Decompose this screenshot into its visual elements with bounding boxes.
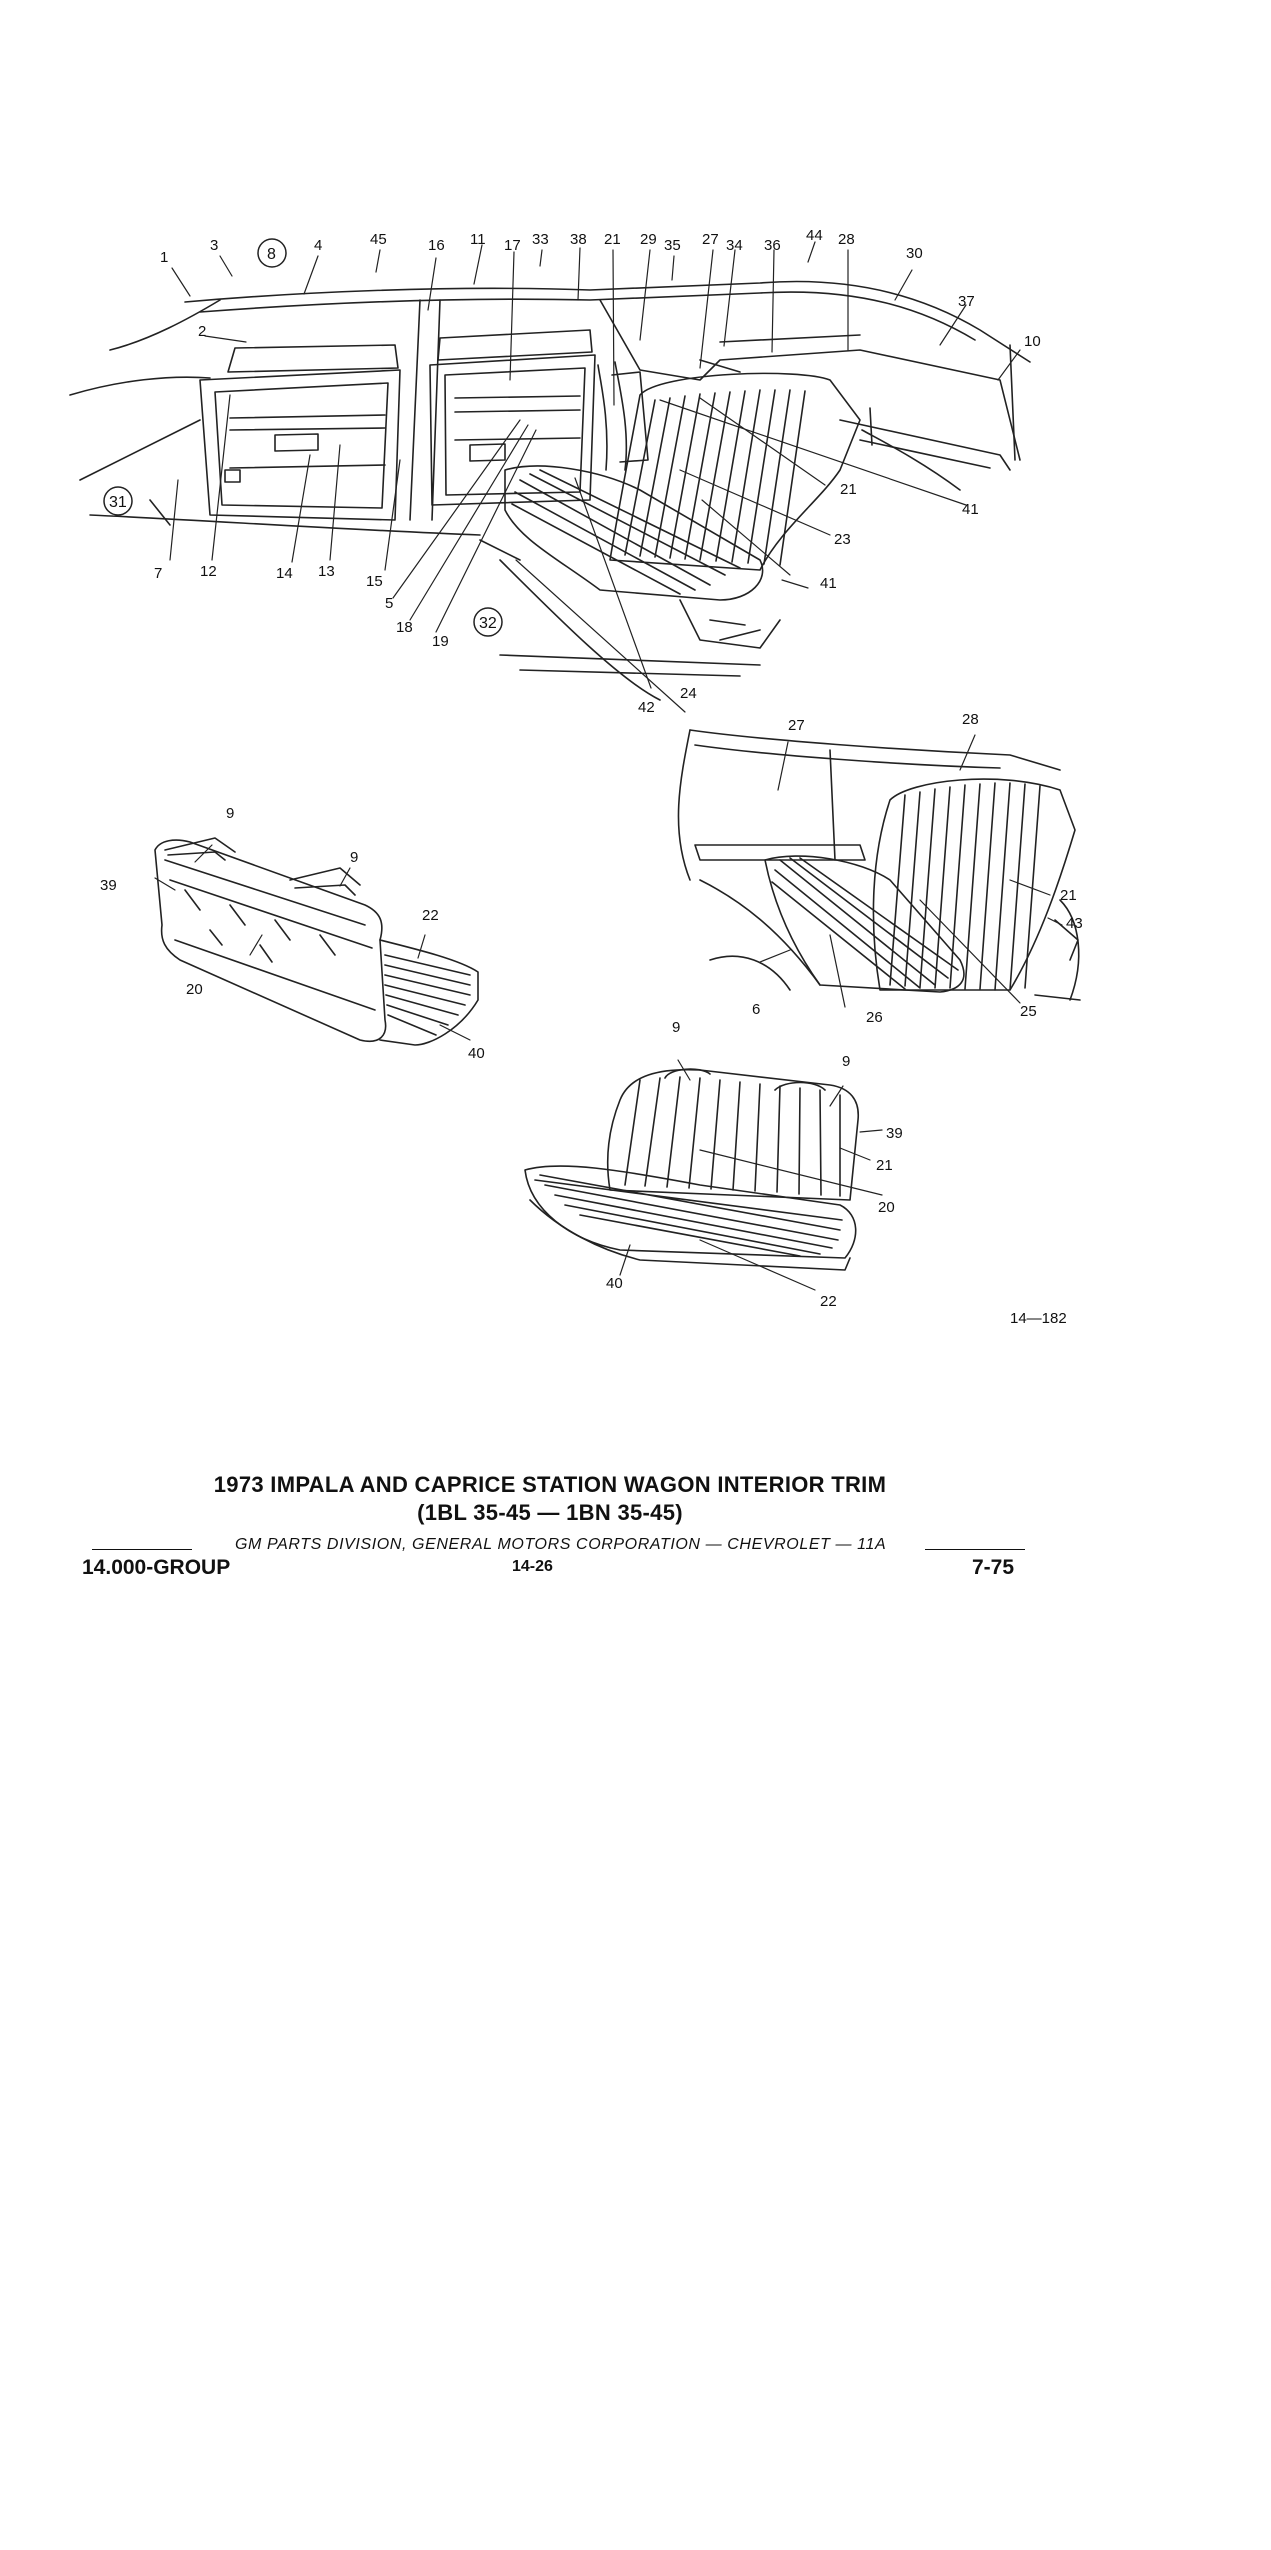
- footer-date: 7-75: [972, 1556, 1015, 1579]
- callout-23: 23: [834, 531, 851, 548]
- callout-7: 7: [154, 565, 163, 582]
- callout-22-left: 22: [422, 907, 439, 924]
- callout-40-left: 40: [468, 1045, 485, 1062]
- callout-4: 4: [314, 237, 323, 254]
- callout-35: 35: [664, 237, 681, 254]
- callout-24: 24: [680, 685, 697, 702]
- footer-rule-left: [92, 1549, 192, 1550]
- callout-3: 3: [210, 237, 219, 254]
- callout-20-lower: 20: [878, 1199, 895, 1216]
- callout-27-top: 27: [702, 231, 719, 248]
- callout-19: 19: [432, 633, 449, 650]
- callout-28-top: 28: [838, 231, 855, 248]
- callout-2: 2: [198, 323, 207, 340]
- callout-42: 42: [638, 699, 655, 716]
- circled-callout-32: 32: [479, 615, 497, 632]
- footer-group: 14.000-GROUP: [82, 1556, 231, 1579]
- figure-reference: 14—182: [1010, 1310, 1067, 1327]
- circled-callout-8: 8: [267, 246, 276, 263]
- callout-12: 12: [200, 563, 217, 580]
- callout-16: 16: [428, 237, 445, 254]
- circled-callout-31: 31: [109, 494, 127, 511]
- callout-15: 15: [366, 573, 383, 590]
- callout-41-a: 41: [962, 501, 979, 518]
- callout-33: 33: [532, 231, 549, 248]
- callout-37: 37: [958, 293, 975, 310]
- callout-28-right: 28: [962, 711, 979, 728]
- folding-second-seat-illustration: [678, 730, 1080, 1000]
- front-bench-seat-illustration: [525, 1069, 858, 1270]
- callout-43: 43: [1066, 915, 1083, 932]
- callout-11: 11: [470, 231, 486, 248]
- callout-21-right: 21: [1060, 887, 1077, 904]
- callout-26: 26: [866, 1009, 883, 1026]
- callout-21-lower: 21: [876, 1157, 893, 1174]
- callout-20-left: 20: [186, 981, 203, 998]
- callout-17: 17: [504, 237, 521, 254]
- callout-9-d: 9: [842, 1053, 851, 1070]
- page-subtitle: (1BL 35-45 — 1BN 35-45): [417, 1500, 683, 1525]
- callout-22-lower: 22: [820, 1293, 837, 1310]
- callout-10: 10: [1024, 333, 1041, 350]
- callout-27-right: 27: [788, 717, 805, 734]
- callout-39-right: 39: [886, 1125, 903, 1142]
- page-title: 1973 IMPALA AND CAPRICE STATION WAGON INTERIOR TRIM: [213, 1472, 887, 1497]
- callout-21-a: 21: [840, 481, 857, 498]
- callout-5: 5: [385, 595, 394, 612]
- footer-page-number: 14-26: [512, 1558, 553, 1575]
- footer-corporation: GM PARTS DIVISION, GENERAL MOTORS CORPORATION — CHEVROLET — 11A: [235, 1536, 887, 1553]
- footer-rule-right: [925, 1549, 1025, 1550]
- callout-29: 29: [640, 231, 657, 248]
- callout-38: 38: [570, 231, 587, 248]
- callout-13: 13: [318, 563, 335, 580]
- callout-9-c: 9: [672, 1019, 681, 1036]
- callout-9-a: 9: [226, 805, 235, 822]
- callout-45: 45: [370, 231, 387, 248]
- wagon-interior-illustration: [70, 281, 1030, 700]
- callout-30: 30: [906, 245, 923, 262]
- callout-21-top: 21: [604, 231, 621, 248]
- callout-6: 6: [752, 1001, 761, 1018]
- callout-41-b: 41: [820, 575, 837, 592]
- callout-18: 18: [396, 619, 413, 636]
- callout-40-lower: 40: [606, 1275, 623, 1292]
- callout-25: 25: [1020, 1003, 1037, 1020]
- callout-39-left: 39: [100, 877, 117, 894]
- callout-34: 34: [726, 237, 743, 254]
- callout-leader-lines: [155, 242, 1062, 1290]
- rear-bench-seat-illustration: [155, 838, 478, 1045]
- callout-14: 14: [276, 565, 293, 582]
- callout-1: 1: [160, 249, 169, 266]
- callout-labels: [100, 227, 1083, 1310]
- callout-9-b: 9: [350, 849, 359, 866]
- callout-44: 44: [806, 227, 823, 244]
- callout-36: 36: [764, 237, 781, 254]
